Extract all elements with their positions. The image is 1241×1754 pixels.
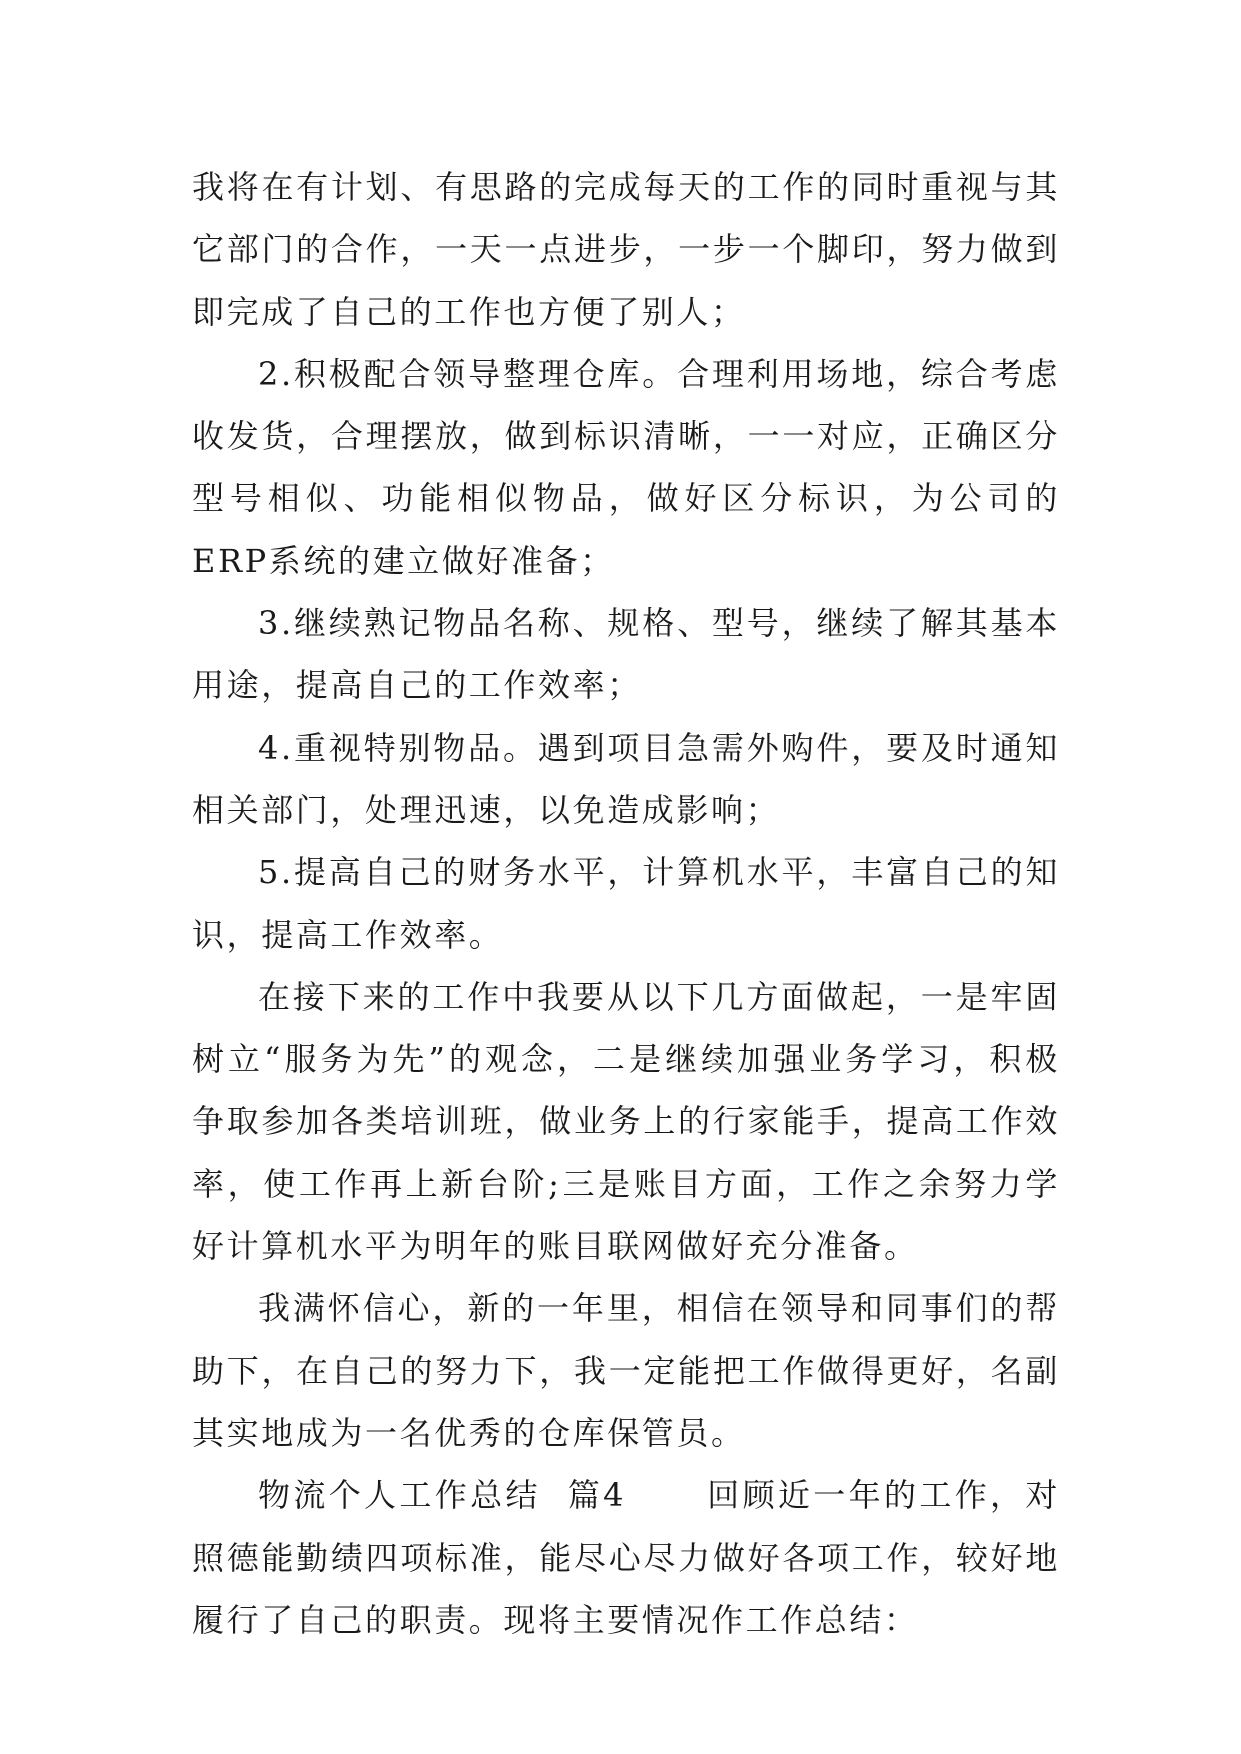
paragraph-1: 我将在有计划、有思路的完成每天的工作的同时重视与其它部门的合作，一天一点进步，一步一个脚印，努力做到即完成了自己的工作也方便了别人； [192, 168, 1060, 331]
paragraph-3: 3.继续熟记物品名称、规格、型号，继续了解其基本用途，提高自己的工作效率； [192, 604, 1060, 705]
paragraph-5: 5.提高自己的财务水平，计算机水平，丰富自己的知识，提高工作效率。 [192, 853, 1060, 954]
paragraph-8: 物流个人工作总结 篇4 回顾近一年的工作，对照德能勤绩四项标准，能尽心尽力做好各项工作，较好地履行了自己的职责。现将主要情况作工作总结： [192, 1476, 1060, 1639]
document-body [192, 156, 1060, 1651]
paragraph-4: 4.重视特别物品。遇到项目急需外购件，要及时通知相关部门，处理迅速，以免造成影响； [192, 728, 1060, 829]
paragraph-6: 在接下来的工作中我要从以下几方面做起，一是牢固树立“服务为先”的观念，二是继续加强业务学习，积极争取参加各类培训班，做业务上的行家能手，提高工作效率，使工作再上新台阶;三是账目方面，工作之余努力学好计算机水平为明年的账目联网做好充分准备。 [192, 977, 1060, 1266]
paragraph-7: 我满怀信心，新的一年里，相信在领导和同事们的帮助下，在自己的努力下，我一定能把工作做得更好，名副其实地成为一名优秀的仓库保管员。 [192, 1289, 1060, 1452]
paragraph-2: 2.积极配合领导整理仓库。合理利用场地，综合考虑收发货，合理摆放，做到标识清晰，一一对应，正确区分型号相似、功能相似物品，做好区分标识，为公司的ERP系统的建立做好准备； [192, 354, 1060, 580]
